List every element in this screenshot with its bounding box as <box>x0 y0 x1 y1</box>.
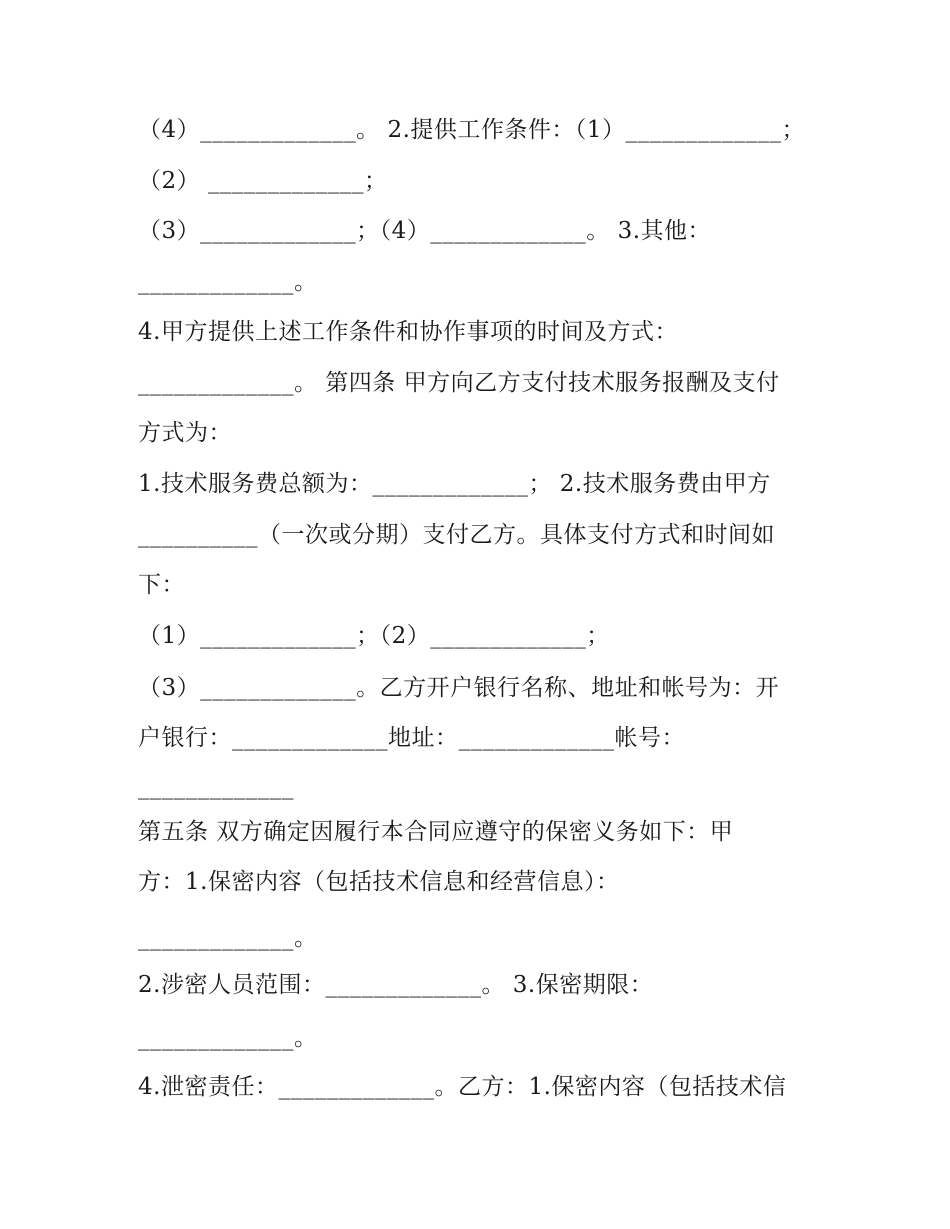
text-line: 方式为： <box>138 420 232 446</box>
text-line: _____________。 <box>138 269 318 295</box>
text-line: （1）_____________；（2）_____________； <box>138 623 610 649</box>
text-line: _____________。 <box>138 925 318 951</box>
text-line: 第五条 双方确定因履行本合同应遵守的保密义务如下：甲 <box>138 819 734 845</box>
text-line: 1.技术服务费总额为：_____________； 2.技术服务费由甲方 <box>138 471 771 497</box>
text-line: __________（一次或分期）支付乙方。具体支付方式和时间如 <box>138 522 775 548</box>
text-line: （3）_____________。乙方开户银行名称、地址和帐号为：开 <box>138 675 780 701</box>
text-line: 4.甲方提供上述工作条件和协作事项的时间及方式： <box>138 319 678 345</box>
text-line: _____________。 第四条 甲方向乙方支付技术服务报酬及支付 <box>138 370 780 396</box>
text-line: 方：1.保密内容（包括技术信息和经营信息）： <box>138 869 620 895</box>
text-line: 下： <box>138 572 185 598</box>
text-line: （4）_____________。 2.提供工作条件：（1）_____________； <box>138 117 806 143</box>
text-line: _____________。 <box>138 1025 318 1051</box>
text-line: 户银行：_____________地址：_____________帐号： <box>138 725 685 751</box>
text-line: （3）_____________；（4）_____________。 3.其他： <box>138 218 712 244</box>
text-line: _____________ <box>138 774 294 800</box>
text-line: （2） _____________； <box>138 168 388 194</box>
text-line: 4.泄密责任：_____________。乙方：1.保密内容（包括技术信 <box>138 1074 787 1100</box>
text-line: 2.涉密人员范围：_____________。 3.保密期限： <box>138 972 654 998</box>
